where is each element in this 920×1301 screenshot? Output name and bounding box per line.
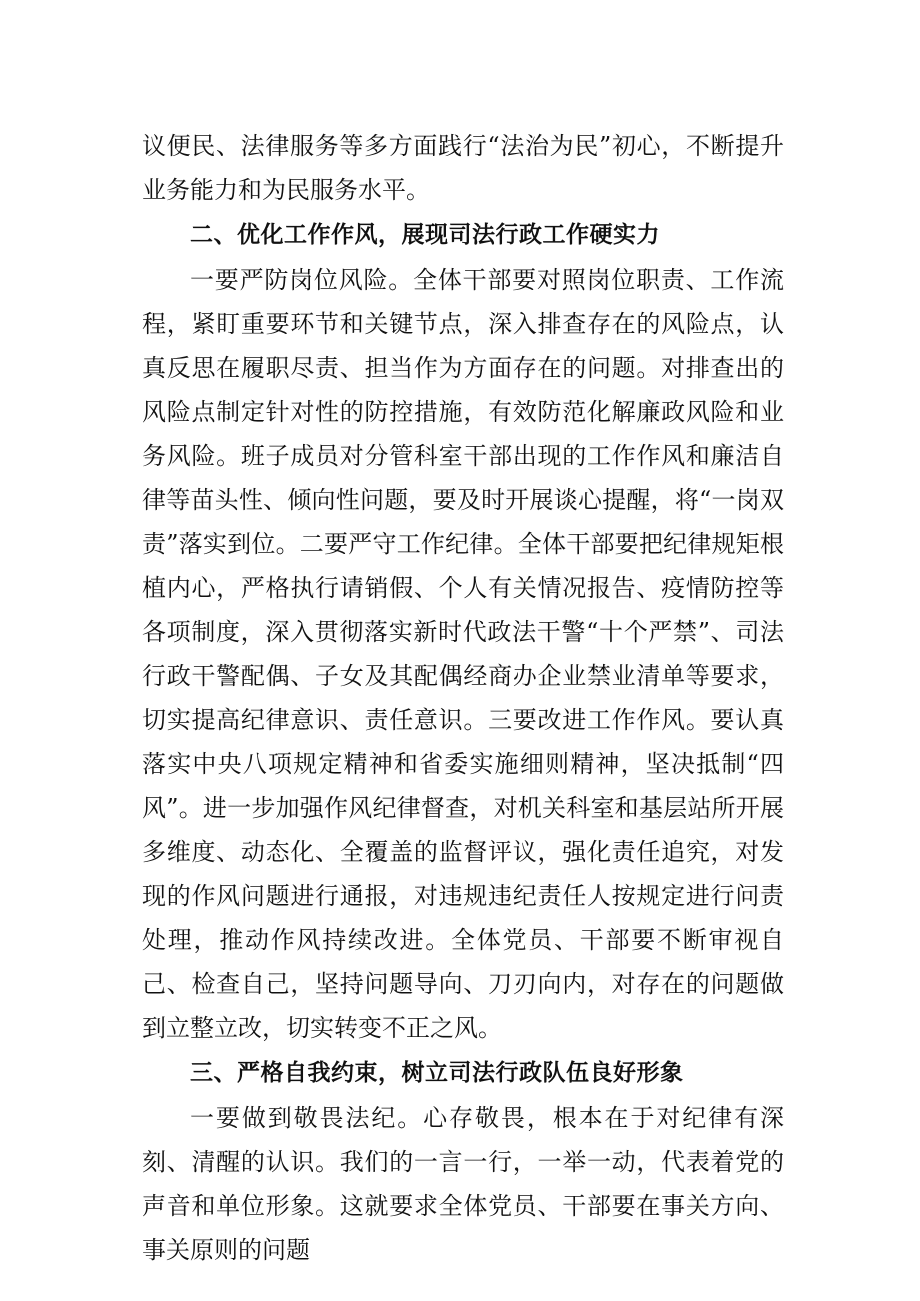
paragraph-continued: 议便民、法律服务等多方面践行“法治为民”初心，不断提升业务能力和为民服务水平。 xyxy=(142,132,784,204)
section-heading-2: 二、优化工作作风，展现司法行政工作硬实力 xyxy=(190,222,660,248)
section-heading-3: 三、严格自我约束，树立司法行政队伍良好形象 xyxy=(190,1060,684,1086)
paragraph-section-3: 一要做到敬畏法纪。心存敬畏，根本在于对纪律有深刻、清醒的认识。我们的一言一行，一举一动，代表着党的声音和单位形象。这就要求全体党员、干部要在事关方向、事关原则的问题 xyxy=(142,1104,784,1264)
document-body xyxy=(142,124,784,1272)
paragraph-section-2: 一要严防岗位风险。全体干部要对照岗位职责、工作流程，紧盯重要环节和关键节点，深入排查存在的风险点，认真反思在履职尽责、担当作为方面存在的问题。对排查出的风险点制定针对性的防控措施，有效防范化解廉政风险和业务风险。班子成员对分管科室干部出现的工作作风和廉洁自律等苗头性、倾向性问题，要及时开展谈心提醒，将“一岗双责”落实到位。二要严守工作纪律。全体干部要把纪律规矩根植内心，严格执行请销假、个人有关情况报告、疫情防控等各项制度，深入贯彻落实新时代政法干警“十个严禁”、司法行政干警配偶、子女及其配偶经商办企业禁业清单等要求，切实提高纪律意识、责任意识。三要改进工作作风。要认真落实中央八项规定精神和省委实施细则精神，坚决抵制“四风”。进一步加强作风纪律督查，对机关科室和基层站所开展多维度、动态化、全覆盖的监督评议，强化责任追究，对发现的作风问题进行通报，对违规违纪责任人按规定进行问责处理，推动作风持续改进。全体党员、干部要不断审视自己、检查自己，坚持问题导向、刀刃向内，对存在的问题做到立整立改，切实转变不正之风。 xyxy=(142,266,784,1042)
